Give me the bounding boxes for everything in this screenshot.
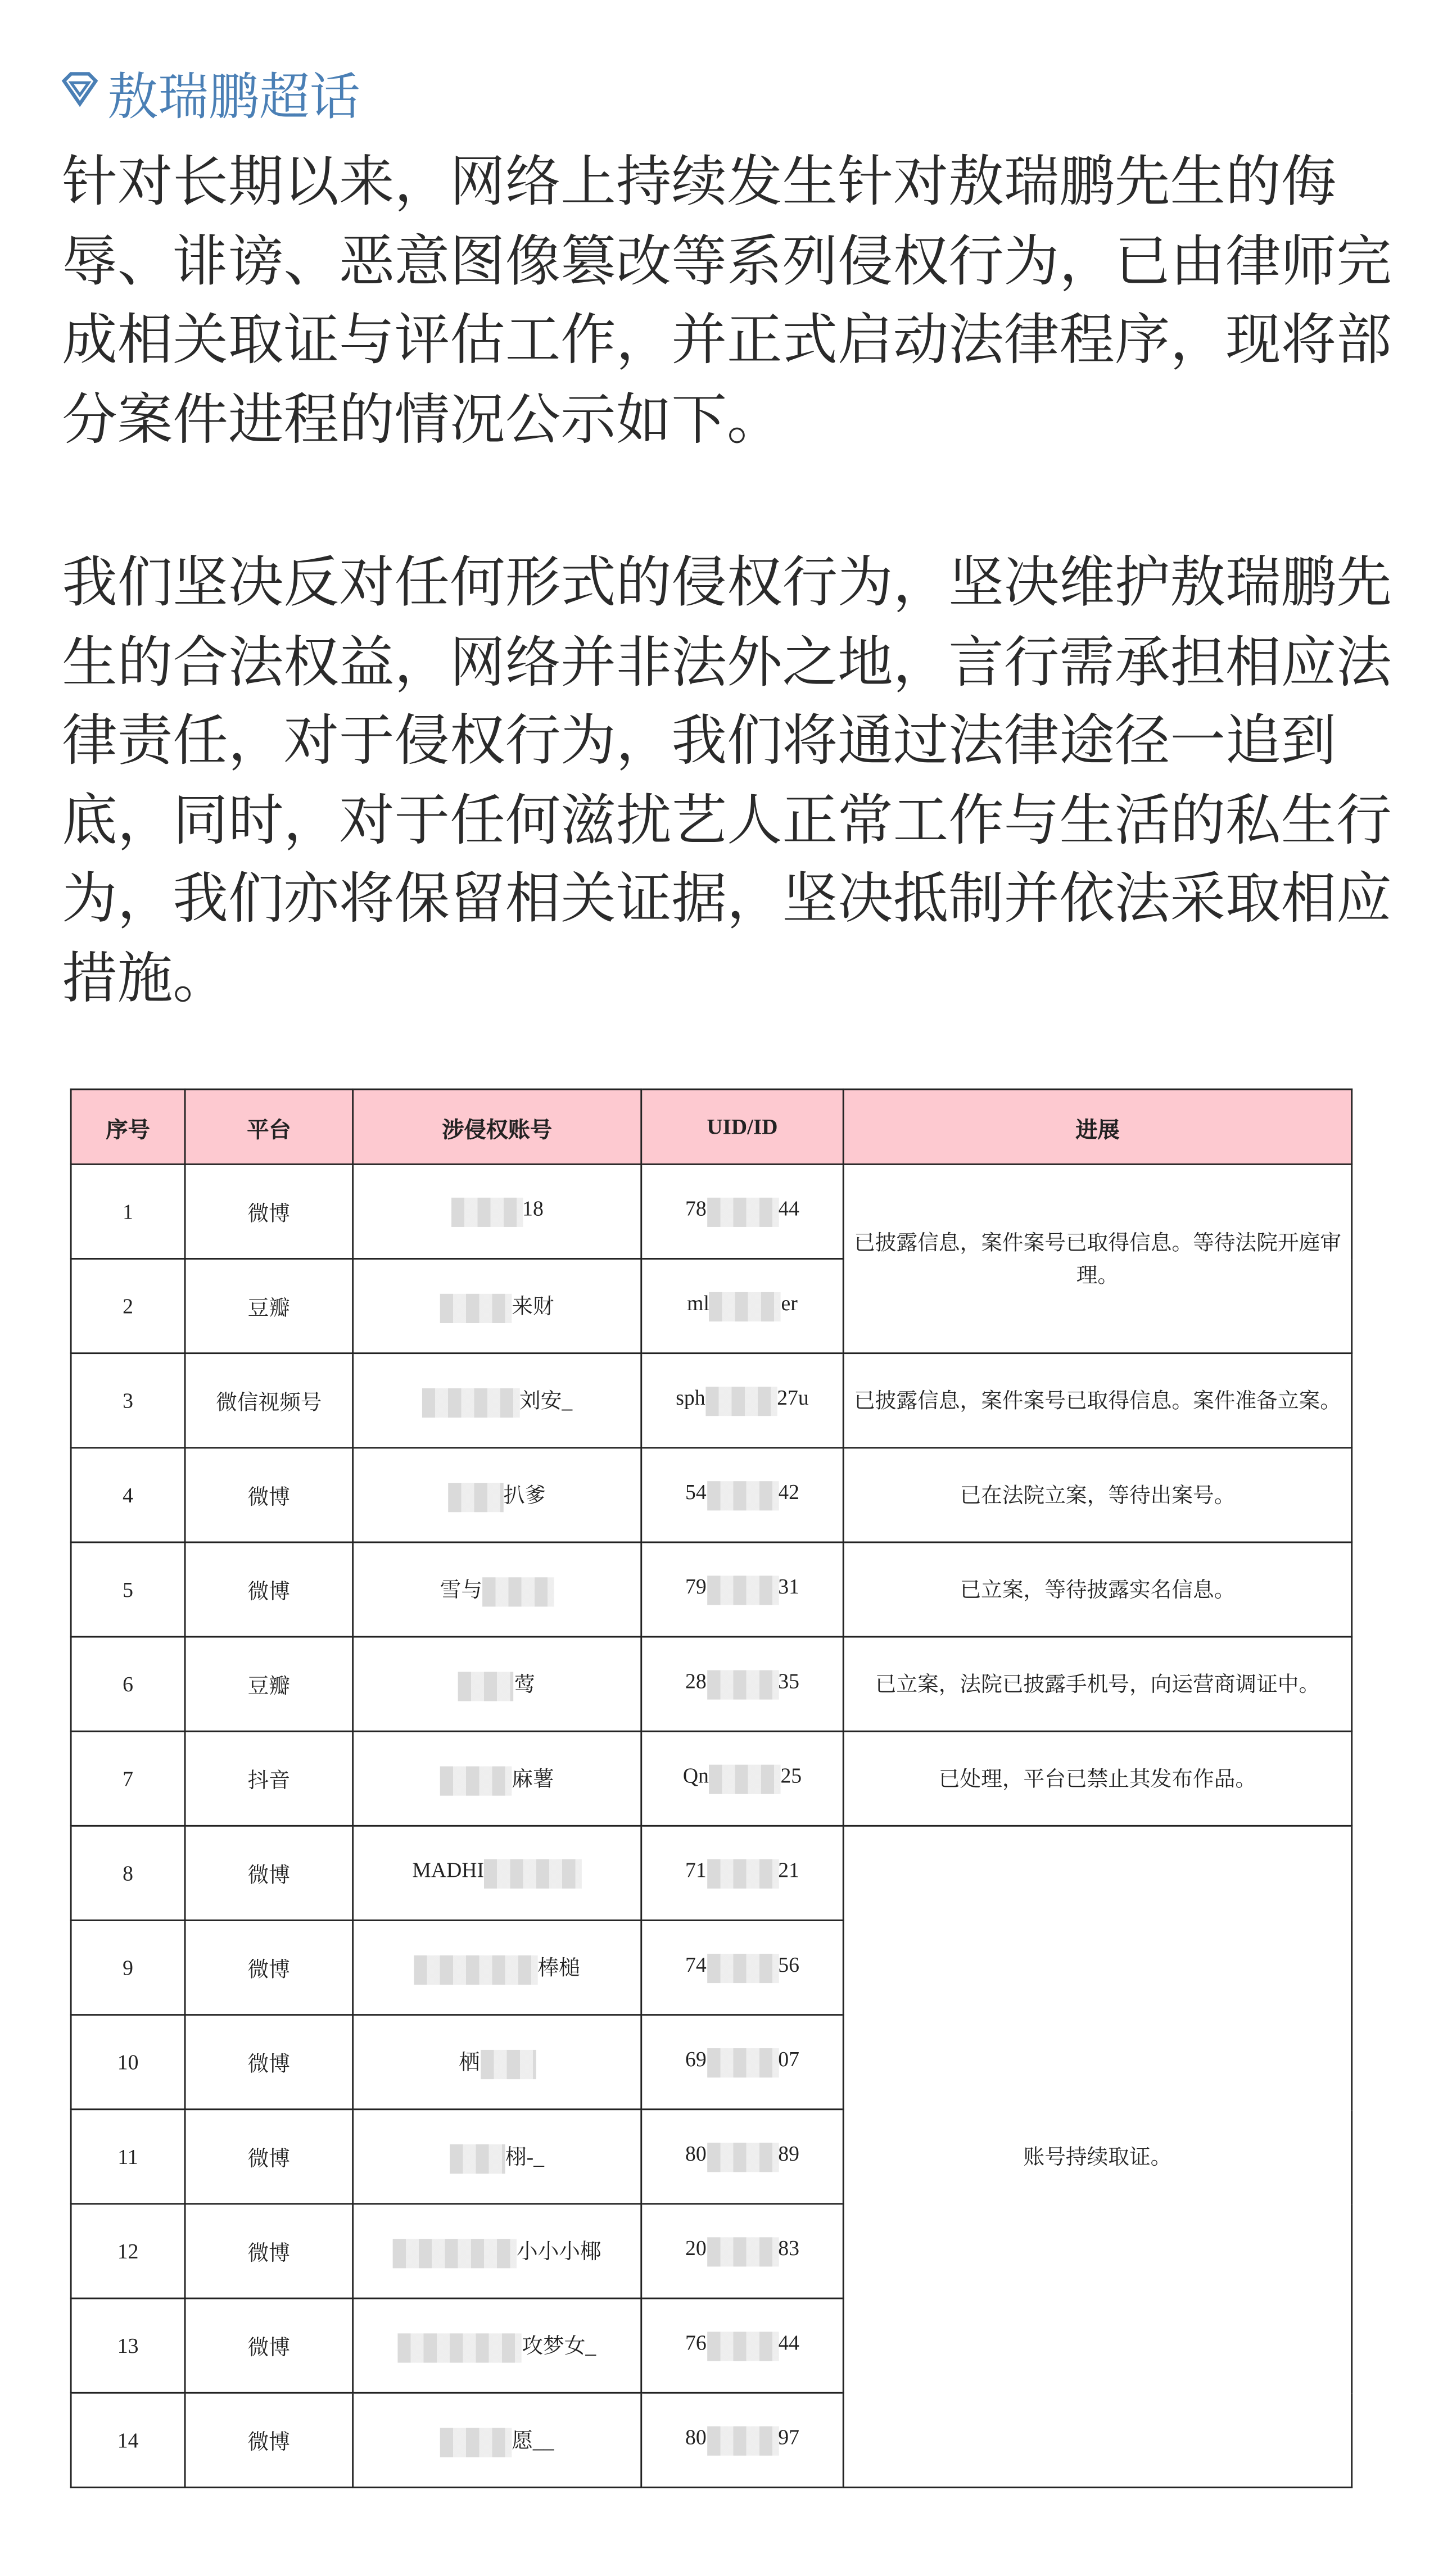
- platform: 豆瓣: [185, 1258, 353, 1353]
- announcement-paragraph-2: 我们坚决反对任何形式的侵权行为，坚决维护敖瑞鹏先生的合法权益，网络并非法外之地，言行需承担相应法律责任，对于侵权行为，我们将通过法律途径一追到底，同时，对于任何滋扰艺人正常工作与生活的私生行为，我们亦将保留相关证据，坚决抵制并依法采取相应措施。: [62, 550, 1392, 1011]
- row-number: 13: [71, 2298, 185, 2393]
- pixelated-redaction: [707, 1481, 779, 1510]
- uid-visible-start: 69: [685, 2047, 707, 2072]
- pixelated-redaction: [707, 1858, 779, 1887]
- uid: [641, 2298, 843, 2393]
- case-progress-table: [70, 1089, 1353, 2488]
- platform: 微博: [185, 2393, 353, 2487]
- progress-status: 账号持续取证。: [843, 1826, 1351, 2487]
- uid: [641, 1826, 843, 1920]
- pixelated-redaction: [393, 2239, 517, 2268]
- platform: 微博: [185, 2204, 353, 2298]
- row-number: 2: [71, 1258, 185, 1353]
- table-row: [71, 1164, 1352, 1258]
- uid-visible-start: 78: [685, 1197, 707, 1221]
- platform: 微博: [185, 2015, 353, 2109]
- pixelated-redaction: [451, 1197, 523, 1226]
- uid: [641, 2204, 843, 2298]
- pixelated-redaction: [707, 1669, 779, 1699]
- uid-visible-end: 31: [778, 1574, 799, 1600]
- platform: 微信视频号: [185, 1353, 353, 1448]
- progress-status: 已披露信息，案件案号已取得信息。案件准备立案。: [843, 1353, 1351, 1448]
- account-visible-end: 来财: [512, 1293, 554, 1319]
- uid-visible-end: 44: [778, 2330, 799, 2356]
- uid-visible-end: 42: [778, 1480, 799, 1505]
- row-number: 1: [71, 1164, 185, 1258]
- pixelated-redaction: [707, 2237, 779, 2266]
- row-number: 7: [71, 1731, 185, 1826]
- pixelated-redaction: [707, 2048, 779, 2077]
- pixelated-redaction: [482, 1577, 554, 1606]
- infringing-account: [353, 2015, 641, 2109]
- account-visible-end: 刘安_: [519, 1388, 573, 1413]
- pixelated-redaction: [440, 1294, 512, 1323]
- pixelated-redaction: [705, 1386, 777, 1415]
- account-visible-end: 小小小椰: [516, 2239, 601, 2263]
- progress-status: 已披露信息，案件案号已取得信息。等待法院开庭审理。: [843, 1164, 1351, 1353]
- account-visible-end: 愿__: [512, 2428, 554, 2452]
- uid-visible-end: 97: [778, 2425, 799, 2450]
- uid: [641, 1731, 843, 1826]
- uid-visible-start: 28: [685, 1669, 707, 1694]
- account-visible-end: 栩-_: [505, 2144, 545, 2169]
- pixelated-redaction: [707, 1953, 779, 1982]
- uid-visible-end: 44: [778, 1197, 799, 1221]
- uid: [641, 1542, 843, 1637]
- infringing-account: [353, 1164, 641, 1258]
- row-number: 8: [71, 1826, 185, 1920]
- pixelated-redaction: [707, 2142, 779, 2171]
- platform: 微博: [185, 2109, 353, 2204]
- account-visible-start: 雪与: [440, 1577, 483, 1602]
- infringing-account: [353, 1258, 641, 1353]
- uid: [641, 1258, 843, 1353]
- uid-visible-start: 74: [685, 1953, 707, 1977]
- table-header-row: [71, 1089, 1352, 1164]
- platform: 微博: [185, 2298, 353, 2393]
- infringing-account: [353, 1637, 641, 1731]
- pixelated-redaction: [440, 1767, 512, 1796]
- uid: [641, 2393, 843, 2487]
- row-number: 5: [71, 1542, 185, 1637]
- table-row: [71, 1637, 1352, 1731]
- pixelated-redaction: [480, 2050, 536, 2079]
- row-number: 9: [71, 1920, 185, 2014]
- table-row: [71, 1448, 1352, 1542]
- pixelated-redaction: [709, 1291, 781, 1320]
- pixelated-redaction: [440, 2428, 512, 2457]
- progress-status: 已立案，等待披露实名信息。: [843, 1542, 1351, 1637]
- pixelated-redaction: [398, 2333, 522, 2362]
- uid: [641, 1164, 843, 1258]
- pixelated-redaction: [707, 2331, 779, 2360]
- uid-visible-start: 80: [685, 2425, 707, 2450]
- pixelated-redaction: [484, 1858, 582, 1887]
- uid-visible-start: Qn: [682, 1764, 709, 1789]
- account-visible-end: 莺: [514, 1672, 536, 1696]
- super-topic-label: 敖瑞鹏超话: [107, 68, 360, 128]
- announcement-paragraph-1: 针对长期以来，网络上持续发生针对敖瑞鹏先生的侮辱、诽谤、恶意图像篡改等系列侵权行为，已由律师完成相关取证与评估工作，并正式启动法律程序，现将部分案件进程的情况公示如下。: [62, 150, 1392, 452]
- uid-visible-start: 71: [685, 1858, 707, 1883]
- infringing-account: [353, 1731, 641, 1826]
- platform: 微博: [185, 1448, 353, 1542]
- super-topic-link[interactable]: [58, 56, 360, 129]
- infringing-account: [353, 1448, 641, 1542]
- uid-visible-end: 07: [778, 2047, 799, 2072]
- platform: 抖音: [185, 1731, 353, 1826]
- uid-visible-end: er: [781, 1291, 798, 1316]
- uid: [641, 1448, 843, 1542]
- table-row: [71, 1353, 1352, 1448]
- infringing-account: [353, 2298, 641, 2393]
- infringing-account: [353, 2109, 641, 2204]
- uid-visible-end: 56: [778, 1953, 799, 1977]
- pixelated-redaction: [709, 1764, 781, 1793]
- column-header: UID/ID: [641, 1089, 843, 1164]
- diamond-icon: [58, 63, 101, 121]
- uid-visible-end: 89: [778, 2142, 799, 2167]
- platform: 微博: [185, 1542, 353, 1637]
- platform: 微博: [185, 1920, 353, 2014]
- column-header: 涉侵权账号: [353, 1089, 641, 1164]
- uid-visible-start: sph: [676, 1386, 705, 1411]
- row-number: 4: [71, 1448, 185, 1542]
- account-visible-end: 扒爹: [503, 1483, 546, 1507]
- uid-visible-start: ml: [687, 1291, 709, 1316]
- progress-status: 已立案，法院已披露手机号，向运营商调证中。: [843, 1637, 1351, 1731]
- table-row: [71, 1826, 1352, 1920]
- infringing-account: [353, 1826, 641, 1920]
- uid-visible-end: 25: [780, 1764, 802, 1789]
- uid-visible-end: 27u: [777, 1386, 809, 1411]
- row-number: 12: [71, 2204, 185, 2298]
- uid-visible-start: 20: [685, 2236, 707, 2261]
- pixelated-redaction: [448, 1483, 504, 1512]
- infringing-account: [353, 1353, 641, 1448]
- column-header: 序号: [71, 1089, 185, 1164]
- account-visible-end: 麻薯: [512, 1766, 554, 1791]
- account-visible-end: 18: [522, 1197, 544, 1221]
- row-number: 11: [71, 2109, 185, 2204]
- infringing-account: [353, 2393, 641, 2487]
- account-visible-start: MADHI: [412, 1858, 485, 1883]
- uid: [641, 2109, 843, 2204]
- column-header: 进展: [843, 1089, 1351, 1164]
- platform: 微博: [185, 1826, 353, 1920]
- uid-visible-start: 79: [685, 1574, 707, 1600]
- platform: 微博: [185, 1164, 353, 1258]
- pixelated-redaction: [707, 1197, 779, 1226]
- row-number: 10: [71, 2015, 185, 2109]
- infringing-account: [353, 1920, 641, 2014]
- account-visible-end: 棒槌: [537, 1955, 581, 1980]
- pixelated-redaction: [707, 2425, 779, 2455]
- pixelated-redaction: [459, 1672, 514, 1701]
- uid-visible-start: 80: [685, 2142, 707, 2167]
- row-number: 14: [71, 2393, 185, 2487]
- infringing-account: [353, 1542, 641, 1637]
- column-header: 平台: [185, 1089, 353, 1164]
- uid: [641, 2015, 843, 2109]
- pixelated-redaction: [422, 1388, 519, 1418]
- progress-status: 已在法院立案，等待出案号。: [843, 1448, 1351, 1542]
- table-row: [71, 1542, 1352, 1637]
- account-visible-end: 攻梦女_: [522, 2333, 596, 2358]
- pixelated-redaction: [414, 1955, 537, 1985]
- account-visible-start: 栖: [459, 2049, 480, 2075]
- uid: [641, 1353, 843, 1448]
- uid-visible-start: 54: [685, 1480, 707, 1505]
- progress-status: 已处理，平台已禁止其发布作品。: [843, 1731, 1351, 1826]
- uid-visible-end: 21: [778, 1858, 799, 1883]
- row-number: 3: [71, 1353, 185, 1448]
- uid-visible-end: 35: [778, 1669, 799, 1694]
- pixelated-redaction: [707, 1575, 779, 1604]
- uid-visible-end: 83: [778, 2236, 799, 2261]
- uid: [641, 1637, 843, 1731]
- uid-visible-start: 76: [685, 2330, 707, 2356]
- platform: 豆瓣: [185, 1637, 353, 1731]
- row-number: 6: [71, 1637, 185, 1731]
- pixelated-redaction: [450, 2144, 505, 2174]
- infringing-account: [353, 2204, 641, 2298]
- table-row: [71, 1731, 1352, 1826]
- uid: [641, 1920, 843, 2014]
